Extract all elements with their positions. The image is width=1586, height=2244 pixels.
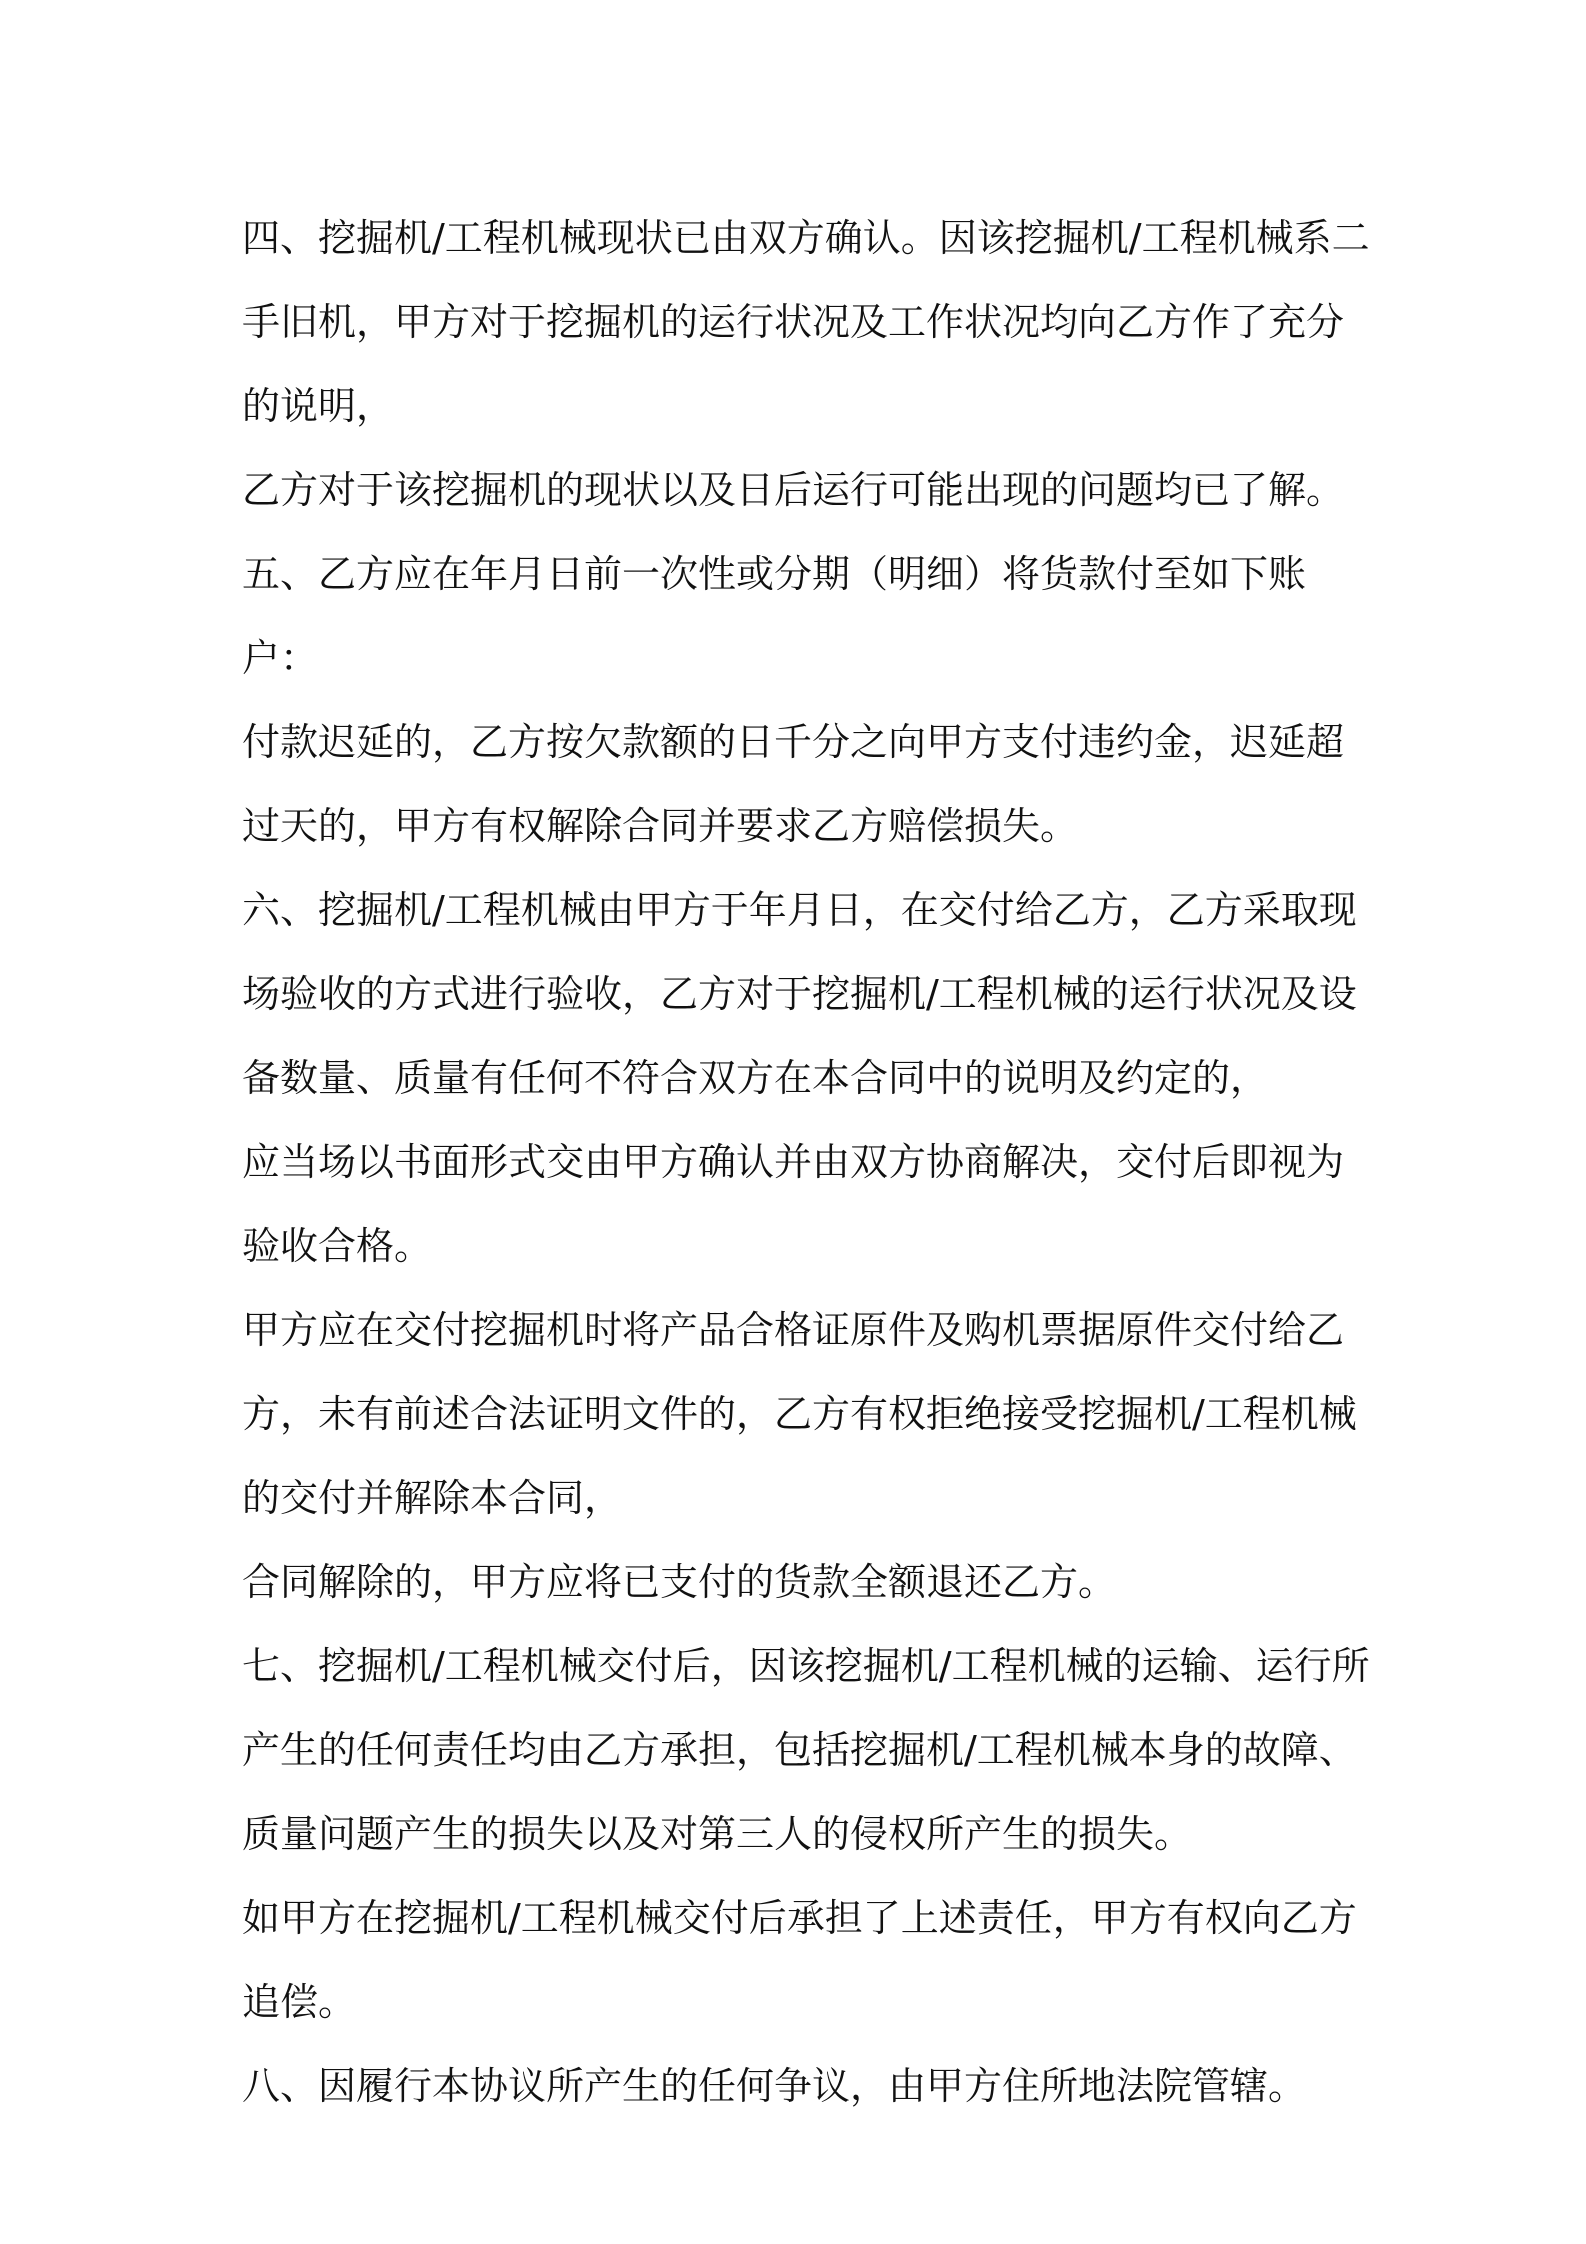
paragraph-clause-5: 五、乙方应在年月日前一次性或分期（明细）将货款付至如下账户： bbox=[242, 552, 1307, 680]
paragraph-clause-6-certificate: 甲方应在交付挖掘机时将产品合格证原件及购机票据原件交付给乙方，未有前述合法证明文件的，乙方有权拒绝接受挖掘机/工程机械的交付并解除本合同， bbox=[242, 1308, 1357, 1520]
paragraph-clause-7: 七、挖掘机/工程机械交付后，因该挖掘机/工程机械的运输、运行所产生的任何责任均由乙方承担，包括挖掘机/工程机械本身的故障、质量问题产生的损失以及对第三人的侵权所产生的损失。 bbox=[242, 1644, 1370, 1856]
document-body bbox=[242, 196, 1372, 2128]
paragraph-clause-8: 八、因履行本协议所产生的任何争议，由甲方住所地法院管辖。 bbox=[242, 2064, 1307, 2108]
paragraph-clause-6: 六、挖掘机/工程机械由甲方于年月日，在交付给乙方，乙方采取现场验收的方式进行验收，乙方对于挖掘机/工程机械的运行状况及设备数量、质量有任何不符合双方在本合同中的说明及约定的， bbox=[242, 888, 1357, 1100]
paragraph-clause-4-cont: 乙方对于该挖掘机的现状以及日后运行可能出现的问题均已了解。 bbox=[242, 468, 1345, 512]
paragraph-clause-6-cont: 应当场以书面形式交由甲方确认并由双方协商解决，交付后即视为验收合格。 bbox=[242, 1140, 1345, 1268]
paragraph-clause-7-cont: 如甲方在挖掘机/工程机械交付后承担了上述责任，甲方有权向乙方追偿。 bbox=[242, 1896, 1357, 2024]
paragraph-clause-6-refund: 合同解除的，甲方应将已支付的货款全额退还乙方。 bbox=[242, 1560, 1117, 1604]
paragraph-clause-5-cont: 付款迟延的，乙方按欠款额的日千分之向甲方支付违约金，迟延超过天的，甲方有权解除合同并要求乙方赔偿损失。 bbox=[242, 720, 1345, 848]
paragraph-clause-4: 四、挖掘机/工程机械现状已由双方确认。因该挖掘机/工程机械系二手旧机，甲方对于挖掘机的运行状况及工作状况均向乙方作了充分的说明， bbox=[242, 216, 1370, 428]
